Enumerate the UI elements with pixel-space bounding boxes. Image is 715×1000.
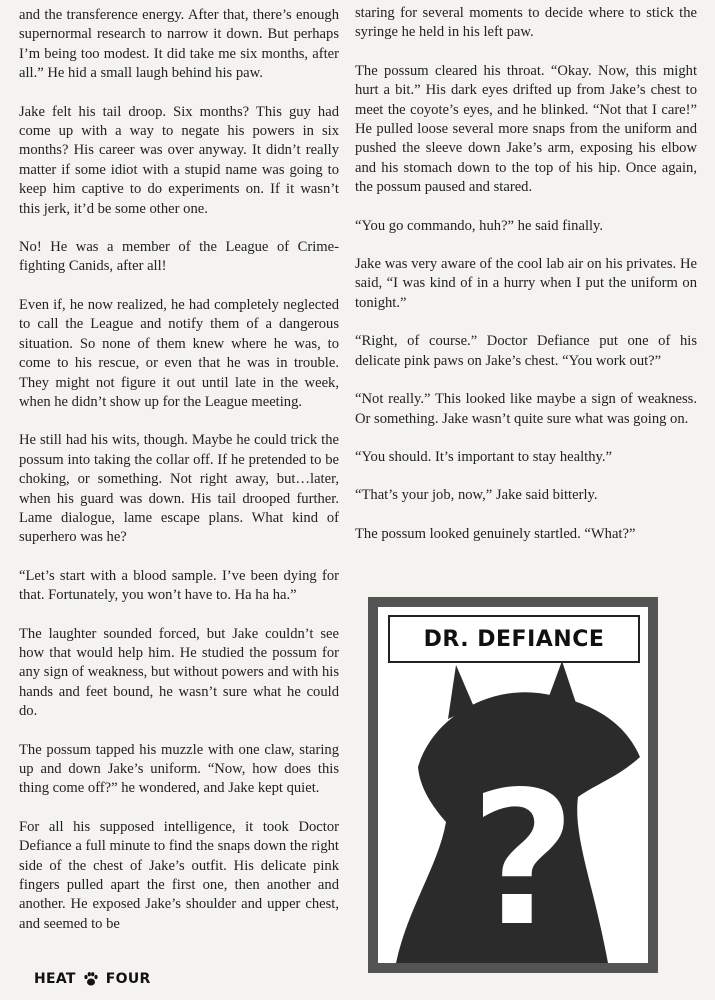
paragraph: The possum cleared his throat. “Okay. Now, this might hurt a bit.” His dark eyes drifted up from Jake’s chest to meet the coyote’s eyes, and he blinked. “Not that I care!” He pulled loose several more snaps from the uniform and pushed the sleeve down Jake’s arm, exposing his elbow and his stomach down to the top of his hip. Once again, the possum paused and stared. bbox=[355, 62, 697, 196]
paragraph: The possum looked genuinely startled. “What?” bbox=[355, 525, 636, 542]
paragraph: For all his supposed intelligence, it took Doctor Defiance a full minute to find the snaps down the right side of the chest of Jake’s outfit. His delicate pink fingers pulled apart the first one, then another and another. He exposed Jake’s shoulder and upper chest, and seemed to be bbox=[19, 818, 339, 932]
right-text-column bbox=[355, 4, 697, 544]
footer-title-left: HEAT bbox=[34, 971, 76, 987]
paw-print-icon bbox=[83, 971, 99, 987]
paragraph: “Right, of course.” Doctor Defiance put one of his delicate pink paws on Jake’s chest. “You work out?” bbox=[355, 333, 697, 369]
character-name: DR. DEFIANCE bbox=[388, 615, 640, 663]
paragraph: “You go commando, huh?” he said finally. bbox=[355, 217, 604, 234]
page-footer bbox=[34, 971, 151, 987]
paragraph: Even if, he now realized, he had completely neglected to call the League and notify them of a dangerous situation. So none of them knew where he was, to come to his rescue, or even that he was in trouble. They might not figure it out until late in the week, when he didn’t show up for the League meeting. bbox=[19, 296, 339, 410]
paragraph: “Not really.” This looked like maybe a sign of weakness. Or something. Jake wasn’t quite sure what was going on. bbox=[355, 391, 697, 427]
paragraph: The laughter sounded forced, but Jake couldn’t see how that would help him. He studied the possum for any sign of weakness, but without powers and with his hands and feet bound, he wasn’t sure what he could do. bbox=[19, 625, 339, 720]
paragraph: staring for several moments to decide where to stick the syringe he held in his left paw. bbox=[355, 5, 697, 41]
footer-title-right: FOUR bbox=[105, 971, 151, 987]
paragraph: “You should. It’s important to stay healthy.” bbox=[355, 448, 612, 465]
paragraph: He still had his wits, though. Maybe he could trick the possum into taking the collar off. If he pretended to be choking, or something. Not right away, but…later, when his guard was down. His tail drooped further. Lame dialogue, lame escape plans. What kind of superhero was he? bbox=[19, 432, 339, 546]
paragraph: “That’s your job, now,” Jake said bitterly. bbox=[355, 487, 598, 504]
paragraph: and the transference energy. After that, there’s enough supernormal research to narrow it down. But perhaps I’m being too modest. It did take me six months, after all.” He hid a small laugh behind his paw. bbox=[19, 7, 339, 82]
character-card bbox=[368, 597, 658, 973]
paragraph: The possum tapped his muzzle with one claw, staring up and down Jake’s uniform. “Now, how does this thing come off?” he wondered, and Jake kept quiet. bbox=[19, 741, 339, 797]
character-card-panel bbox=[378, 607, 648, 963]
paragraph: No! He was a member of the League of Crime-fighting Canids, after all! bbox=[19, 239, 339, 275]
question-mark: ? bbox=[467, 749, 579, 963]
paragraph: Jake felt his tail droop. Six months? This guy had come up with a way to negate his powers in six months? His career was over anyway. It didn’t really matter if some idiot with a stupid name was going to keep him captive to do experiments on. If it wasn’t this jerk, it’d be some other one. bbox=[19, 103, 339, 217]
paragraph: “Let’s start with a blood sample. I’ve been dying for that. Fortunately, you won’t have to. Ha ha ha.” bbox=[19, 567, 339, 604]
paragraph: Jake was very aware of the cool lab air on his privates. He said, “I was kind of in a hurry when I put the uniform on tonight.” bbox=[355, 256, 697, 311]
left-text-column bbox=[19, 6, 339, 934]
